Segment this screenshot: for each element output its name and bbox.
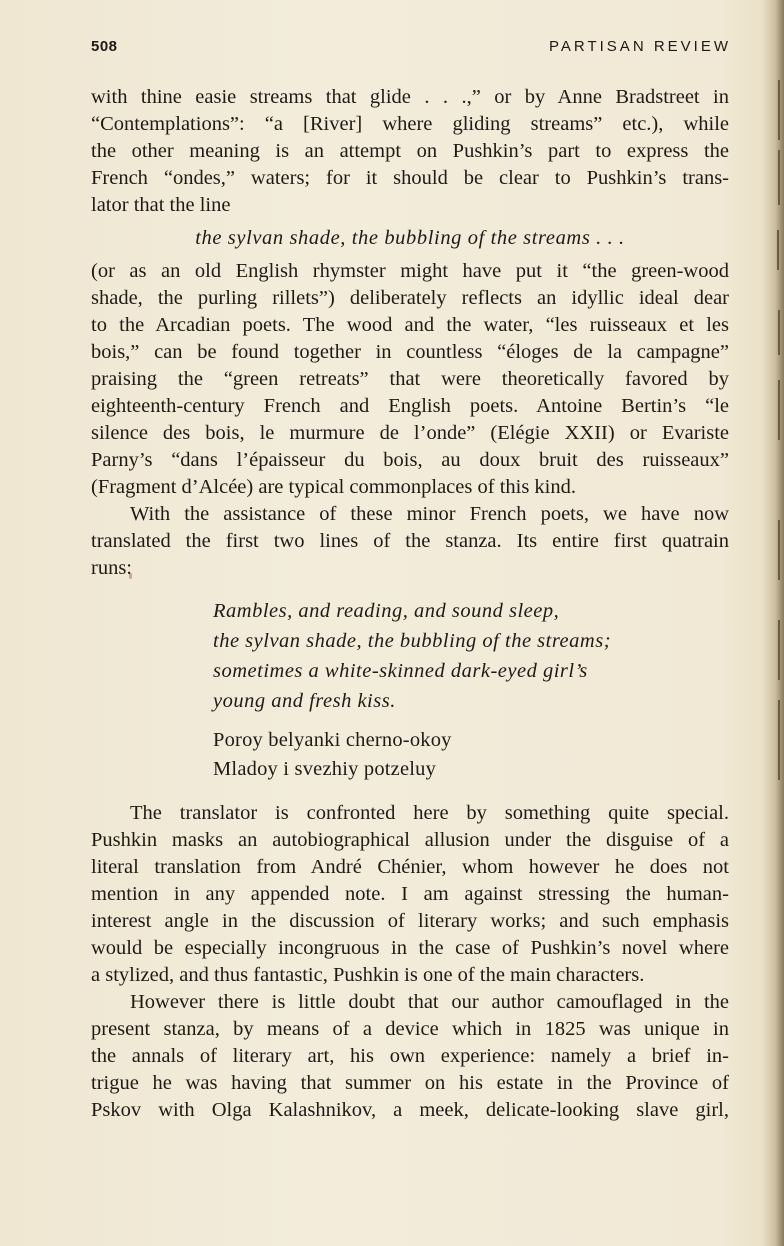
text-line: “Contemplations”: “a [River] where gliding streams” etc.), while	[91, 113, 729, 135]
text-line: to the Arcadian poets. The wood and the water, “les ruisseaux et les	[91, 314, 729, 336]
text-line: literal translation from André Chénier, whom however he does not	[91, 856, 729, 878]
text-line: Parny’s “dans l’épaisseur du bois, au doux bruit des ruisseaux”	[91, 449, 729, 471]
paragraph-3	[91, 501, 729, 582]
translit-line: Mladoy i svezhiy potzeluy	[213, 758, 437, 780]
text-line: mention in any appended note. I am against stressing the human-	[91, 883, 729, 905]
text-line: present stanza, by means of a device which in 1825 was unique in	[91, 1018, 729, 1040]
text-line: silence des bois, le murmure de l’onde” (Elégie XXII) or Evariste	[91, 422, 729, 444]
text-line: a stylized, and thus fantastic, Pushkin is one of the main characters.	[91, 964, 645, 986]
quoted-line: the sylvan shade, the bubbling of the streams . . .	[195, 227, 625, 249]
running-title: PARTISAN REVIEW	[549, 38, 731, 55]
text-line: translated the first two lines of the stanza. Its entire first quatrain	[91, 530, 729, 552]
text-line: would be especially incongruous in the case of Pushkin’s novel where	[91, 937, 729, 959]
text-line: interest angle in the discussion of literary works; and such emphasis	[91, 910, 729, 932]
verse-line: sometimes a white-skinned dark-eyed girl’s	[213, 660, 588, 682]
text-line: Pskov with Olga Kalashnikov, a meek, delicate-looking slave girl,	[91, 1099, 729, 1121]
translit-line: Poroy belyanki cherno-okoy	[213, 729, 452, 751]
text-line: trigue he was having that summer on his estate in the Province of	[91, 1072, 729, 1094]
text-line: shade, the purling rillets”) deliberately reflects an idyllic ideal dear	[91, 287, 729, 309]
text-line: (or as an old English rhymster might have put it “the green-wood	[91, 260, 729, 282]
page-edge-marks	[774, 0, 782, 1246]
transliteration	[213, 726, 729, 784]
paragraph-2	[91, 258, 729, 501]
verse-quatrain	[213, 596, 729, 716]
page-header	[91, 38, 731, 60]
text-line: However there is little doubt that our author camouflaged in the	[130, 991, 729, 1013]
text-line: The translator is confronted here by something quite special.	[130, 802, 729, 824]
text-line: With the assistance of these minor French poets, we have now	[130, 503, 729, 525]
text-line: Pushkin masks an autobiographical allusion under the disguise of a	[91, 829, 729, 851]
text-line: French “ondes,” waters; for it should be clear to Pushkin’s trans-	[91, 167, 729, 189]
paragraph-1	[91, 84, 729, 219]
text-line: bois,” can be found together in countless “éloges de la campagne”	[91, 341, 729, 363]
text-line: (Fragment d’Alcée) are typical commonplaces of this kind.	[91, 476, 577, 498]
body-text	[91, 84, 729, 1124]
paragraph-4	[91, 800, 729, 989]
text-line: runs:	[91, 557, 132, 579]
text-line: the annals of literary art, his own experience: namely a brief in-	[91, 1045, 729, 1067]
verse-line: the sylvan shade, the bubbling of the streams;	[213, 630, 612, 652]
text-line: lator that the line	[91, 194, 231, 216]
text-line: with thine easie streams that glide . . .,” or by Anne Bradstreet in	[91, 86, 729, 108]
verse-line: young and fresh kiss.	[213, 690, 396, 712]
text-line: the other meaning is an attempt on Pushkin’s part to express the	[91, 140, 729, 162]
page-number: 508	[91, 38, 118, 55]
text-line: praising the “green retreats” that were theoretically favored by	[91, 368, 729, 390]
verse-line: Rambles, and reading, and sound sleep,	[213, 600, 560, 622]
paragraph-5	[91, 989, 729, 1124]
text-line: eighteenth-century French and English poets. Antoine Bertin’s “le	[91, 395, 729, 417]
